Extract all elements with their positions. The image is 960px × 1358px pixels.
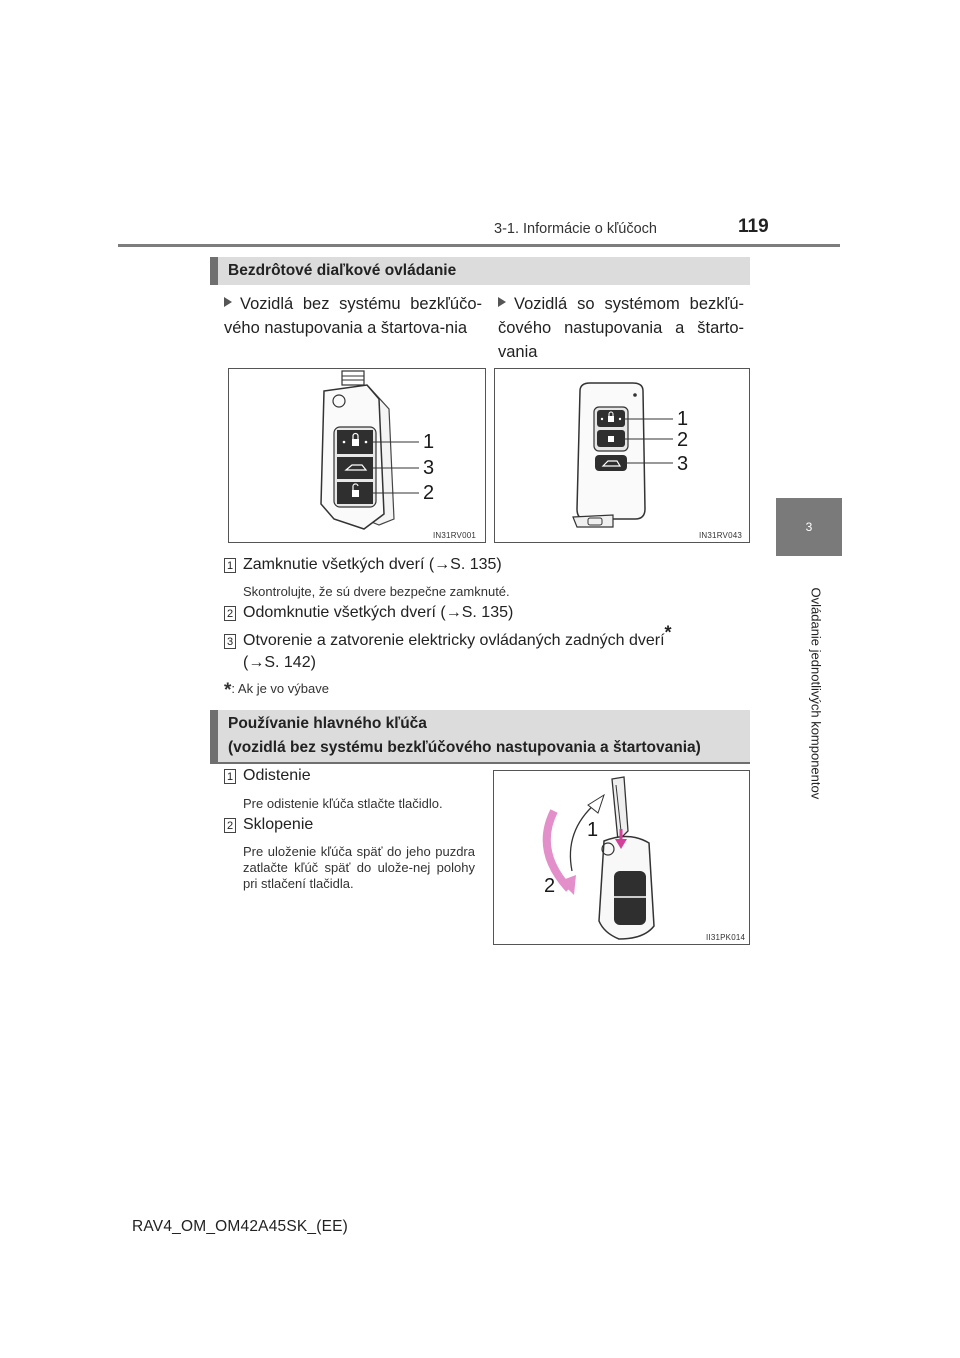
callout-3: 3 (423, 457, 435, 479)
section-heading: 3-1. Informácie o kľúčoch (494, 221, 657, 237)
item-number-badge: 3 (224, 634, 236, 649)
item-number-badge: 2 (224, 606, 236, 621)
flip-key-illustration (229, 369, 484, 541)
step-release-title: Odistenie (243, 767, 311, 784)
callout-2: 2 (677, 429, 689, 451)
step-fold-title: Sklopenie (243, 816, 314, 833)
callout-2: 2 (544, 875, 556, 897)
callout-1: 1 (423, 431, 435, 453)
callout-2: 2 (423, 482, 435, 504)
figure-code: IN31RV043 (699, 531, 743, 540)
step-release-desc: Pre odistenie kľúča stlačte tlačidlo. (243, 796, 443, 811)
step-fold-desc: Pre uloženie kľúča späť do jeho puzdra zatlačte kľúč späť do ulože-nej polohy pri stlačení tlačidla. (243, 844, 475, 891)
figure-code: IN31RV001 (433, 531, 477, 540)
section-subtitle-master-key: (vozidlá bez systému bezkľúčového nastupovania a štartovania) (228, 739, 701, 756)
footnote-star: * (664, 622, 672, 643)
section-bar-remote (210, 257, 750, 285)
section-title-remote: Bezdrôtové diaľkové ovládanie (228, 262, 457, 279)
bullet-triangle-icon (498, 297, 506, 307)
step-number-badge: 2 (224, 818, 236, 833)
chapter-number: 3 (805, 520, 813, 534)
footnote: *: Ak je vo výbave (224, 680, 329, 701)
item-number-badge: 1 (224, 558, 236, 573)
bullet-without-smart-key: Vozidlá bez systému bezkľúčo-vého nastupovania a štartova-nia (224, 295, 482, 337)
callout-1: 1 (587, 819, 599, 841)
item-lock-note: Skontrolujte, že sú dvere bezpečne zamknuté. (243, 584, 510, 599)
bullet-triangle-icon (224, 297, 232, 307)
section-rule (210, 762, 750, 764)
item-lock-all: Zamknutie všetkých dverí (→S. 135) (243, 556, 502, 573)
step-number-badge: 1 (224, 769, 236, 784)
item-power-back-door: Otvorenie a zatvorenie elektricky ovládaných zadných dverí* (243, 622, 672, 649)
chapter-title: Ovládanie jednotlivých komponentov (808, 587, 824, 800)
callout-3: 3 (677, 453, 689, 475)
section-title-master-key: Používanie hlavného kľúča (228, 715, 427, 732)
figure-code: II31PK014 (706, 933, 746, 942)
callout-1: 1 (677, 408, 689, 430)
item-unlock-all: Odomknutie všetkých dverí (→S. 135) (243, 604, 514, 621)
page-number: 119 (738, 216, 769, 237)
item-power-back-door-ref: (→S. 142) (243, 654, 316, 671)
document-id: RAV4_OM_OM42A45SK_(EE) (132, 1218, 349, 1235)
header-rule (118, 244, 840, 247)
master-key-illustration (494, 771, 748, 943)
bullet-with-smart-key: Vozidlá so systémom bezkľú-čového nastupovania a štarto-vania (498, 295, 744, 361)
figure-smart-key (494, 368, 750, 543)
section-bar-master-key (210, 710, 750, 762)
smart-key-illustration (495, 369, 748, 541)
figure-flip-key (228, 368, 486, 543)
figure-master-key (493, 770, 750, 945)
